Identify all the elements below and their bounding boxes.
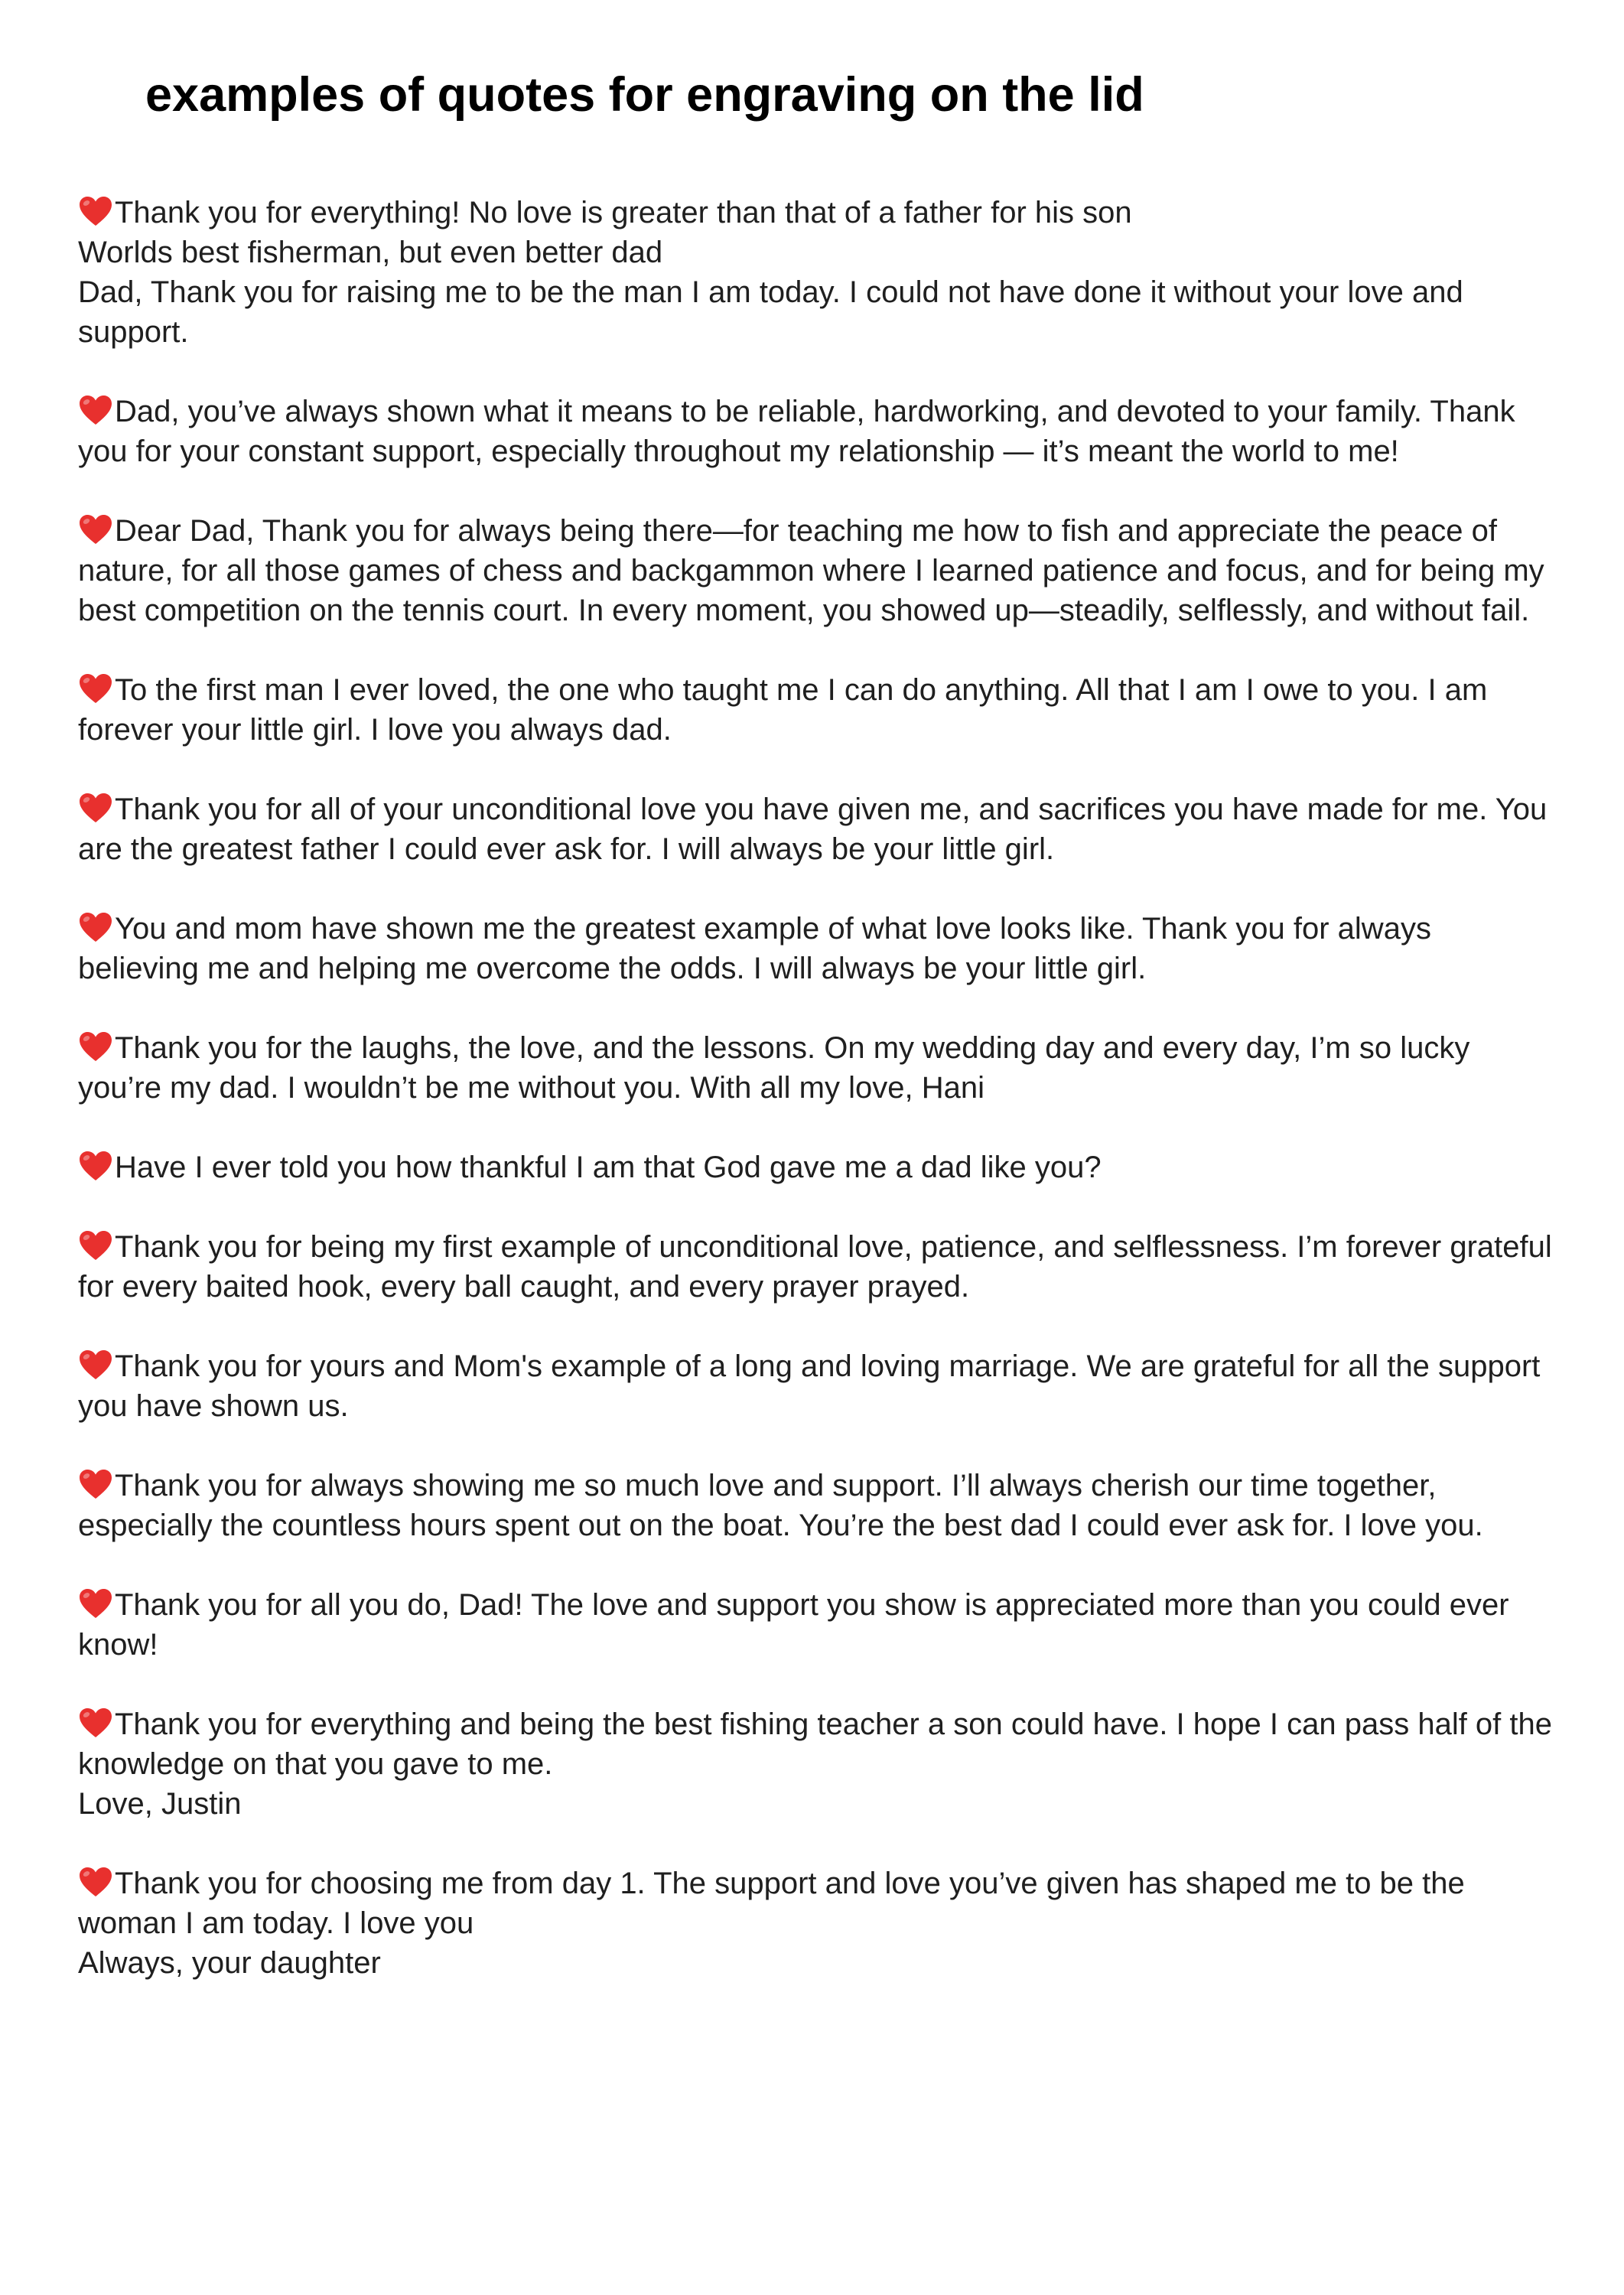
quote-line: Thank you for all of your unconditional love you have given me, and sacrifices you have made for me. You are the greatest father I could ever ask for. I will always be your little girl. xyxy=(78,793,1548,866)
quote-item xyxy=(78,193,1554,352)
quote-line: Thank you for all you do, Dad! The love and support you show is appreciated more than you could ever know! xyxy=(78,1588,1509,1662)
heart-icon xyxy=(78,1587,113,1620)
quote-line: Worlds best fisherman, but even better dad xyxy=(78,236,663,269)
quote-item xyxy=(78,392,1554,471)
heart-icon xyxy=(78,911,113,943)
heart-icon xyxy=(78,195,113,227)
heart-icon xyxy=(78,792,113,824)
heart-icon xyxy=(78,1349,113,1381)
quote-line: Thank you for the laughs, the love, and the lessons. On my wedding day and every day, I’m so lucky you’re my dad. I wouldn’t be me without you. With all my love, Hani xyxy=(78,1031,1470,1105)
quote-line: Thank you for everything and being the best fishing teacher a son could have. I hope I can pass half of the knowledge on that you gave to me. xyxy=(78,1707,1553,1781)
heart-icon xyxy=(78,672,113,705)
quote-line: Thank you for yours and Mom's example of a long and loving marriage. We are grateful for all the support you have shown us. xyxy=(78,1349,1541,1423)
quote-item xyxy=(78,909,1554,988)
quote-line: To the first man I ever loved, the one who taught me I can do anything. All that I am I owe to you. I am forever your little girl. I love you always dad. xyxy=(78,673,1488,747)
quote-item xyxy=(78,1227,1554,1307)
heart-icon xyxy=(78,1866,113,1898)
heart-icon xyxy=(78,1468,113,1500)
quote-item xyxy=(78,1466,1554,1545)
quote-item xyxy=(78,1864,1554,1983)
quote-line: Always, your daughter xyxy=(78,1946,381,1980)
quote-line: Dad, Thank you for raising me to be the man I am today. I could not have done it without your love and support. xyxy=(78,275,1463,349)
page-title: examples of quotes for engraving on the lid xyxy=(145,68,1144,122)
heart-icon xyxy=(78,1150,113,1182)
quote-item xyxy=(78,789,1554,869)
quote-line: Dear Dad, Thank you for always being there—for teaching me how to fish and appreciate the peace of nature, for all those games of chess and backgammon where I learned patience and focus, and for being my best competition on the tennis court. In every moment, you showed up—steadily, selflessly, and without fail. xyxy=(78,514,1544,627)
quote-item xyxy=(78,1346,1554,1426)
quote-line: Love, Justin xyxy=(78,1787,242,1821)
heart-icon xyxy=(78,1229,113,1261)
quote-line: Thank you for always showing me so much love and support. I’ll always cherish our time together, especially the countless hours spent out on the boat. You’re the best dad I could ever ask for. I love you. xyxy=(78,1469,1483,1542)
quote-line: Thank you for choosing me from day 1. The support and love you’ve given has shaped me to be the woman I am today. I love you xyxy=(78,1867,1465,1940)
quote-line: Dad, you’ve always shown what it means to be reliable, hardworking, and devoted to your family. Thank you for your constant support, especially throughout my relationship — it’s meant the world to me! xyxy=(78,395,1515,468)
quote-item xyxy=(78,511,1554,630)
quote-item xyxy=(78,1148,1554,1187)
quote-item xyxy=(78,670,1554,750)
heart-icon xyxy=(78,1707,113,1739)
quote-line: Have I ever told you how thankful I am that God gave me a dad like you? xyxy=(78,1148,1554,1187)
quote-line: Thank you for everything! No love is greater than that of a father for his son xyxy=(78,193,1554,233)
heart-icon xyxy=(78,394,113,426)
heart-icon xyxy=(78,513,113,545)
quote-item xyxy=(78,1028,1554,1108)
heart-icon xyxy=(78,1030,113,1063)
quote-item xyxy=(78,1585,1554,1665)
quote-line: Thank you for being my first example of unconditional love, patience, and selflessness. I’m forever grateful for every baited hook, every ball caught, and every prayer prayed. xyxy=(78,1230,1552,1304)
quote-line: You and mom have shown me the greatest example of what love looks like. Thank you for always believing me and helping me overcome the odds. I will always be your little girl. xyxy=(78,912,1431,985)
quote-item xyxy=(78,1704,1554,1824)
quotes-list xyxy=(78,193,1554,2023)
